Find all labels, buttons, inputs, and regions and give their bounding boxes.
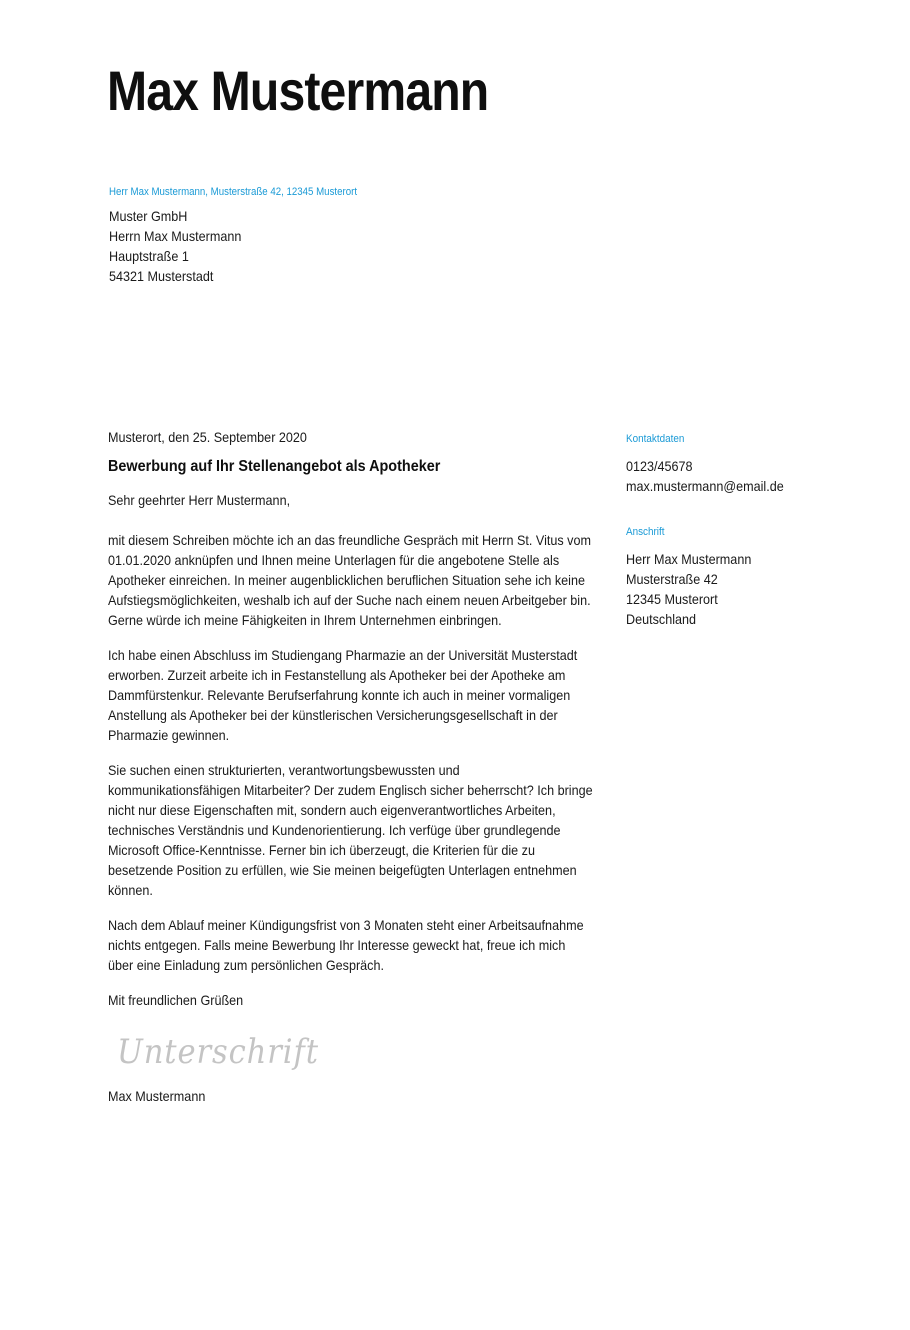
recipient-city: 54321 Musterstadt — [109, 268, 214, 284]
letter-paragraph: Sie suchen einen strukturierten, verantwortungsbewussten und kommunikationsfähigen Mitarbeiter? Der zudem Englisch sicher beherrscht? Ich bringe nicht nur diese Eigenschaften mit, sondern auch eigenverantwortliches Arbeiten, technisches Verständnis und Kundenorientierung. Ich verfüge über grundlegende Microsoft Office-Kenntnisse. Ferner bin ich überzeugt, die Kriterien für die zu besetzende Position zu erfüllen, wie Sie meinen beigefügten Unterlagen entnehmen können. — [108, 762, 593, 898]
address-name: Herr Max Mustermann — [626, 551, 752, 567]
recipient-person: Herrn Max Mustermann — [109, 228, 242, 244]
signer-name: Max Mustermann — [108, 1088, 206, 1104]
letter-salutation: Sehr geehrter Herr Mustermann, — [108, 492, 291, 508]
contact-sidebar — [626, 431, 851, 629]
address-street: Musterstraße 42 — [626, 571, 718, 587]
letter-date: Musterort, den 25. September 2020 — [108, 429, 307, 445]
address-heading: Anschrift — [626, 526, 665, 538]
signature-image: Unterschrift — [117, 1032, 319, 1072]
letter-paragraph: mit diesem Schreiben möchte ich an das freundliche Gespräch mit Herrn St. Vitus vom 01.01.2020 anknüpfen und Ihnen meine Unterlagen für die angebotene Stelle als Apotheker einreichen. In meiner augenblicklichen beruflichen Situation sehe ich keine Aufstiegsmöglichkeiten, weshalb ich auf der Suche nach einem neuen Arbeitgeber bin. Gerne würde ich meine Fähigkeiten in Ihrem Unternehmen einbringen. — [108, 532, 591, 628]
letter-body — [108, 427, 594, 1106]
address-country: Deutschland — [626, 611, 697, 627]
address-lines — [626, 549, 851, 629]
letter-subject: Bewerbung auf Ihr Stellenangebot als Apotheker — [108, 458, 441, 475]
applicant-name-heading: Max Mustermann — [107, 59, 489, 122]
letter-paragraph: Nach dem Ablauf meiner Kündigungsfrist von 3 Monaten steht einer Arbeitsaufnahme nichts entgegen. Falls meine Bewerbung Ihr Interesse geweckt hat, freue ich mich über eine Einladung zum persönlichen Gespräch. — [108, 917, 584, 973]
email-address: max.mustermann@email.de — [626, 478, 784, 494]
contact-details-section — [626, 431, 851, 496]
letter-closing: Mit freundlichen Grüßen — [108, 992, 244, 1008]
contact-details-lines — [626, 456, 851, 496]
recipient-address-block — [109, 206, 241, 286]
address-city: 12345 Musterort — [626, 591, 718, 607]
recipient-company: Muster GmbH — [109, 208, 188, 224]
letter-paragraph: Ich habe einen Abschluss im Studiengang Pharmazie an der Universität Musterstadt erworben. Zurzeit arbeite ich in Festanstellung als Apotheker bei der Apotheke am Dammfürstenkur. Relevante Berufserfahrung konnte ich auch in meiner vormaligen Anstellung als Apotheker bei der künstlerischen Versicherungsgesellschaft in der Pharmazie gewinnen. — [108, 647, 578, 743]
contact-details-heading: Kontaktdaten — [626, 433, 685, 445]
sender-return-address: Herr Max Mustermann, Musterstraße 42, 12345 Musterort — [109, 186, 358, 198]
phone-number: 0123/45678 — [626, 458, 693, 474]
address-section — [626, 524, 851, 629]
recipient-street: Hauptstraße 1 — [109, 248, 189, 264]
